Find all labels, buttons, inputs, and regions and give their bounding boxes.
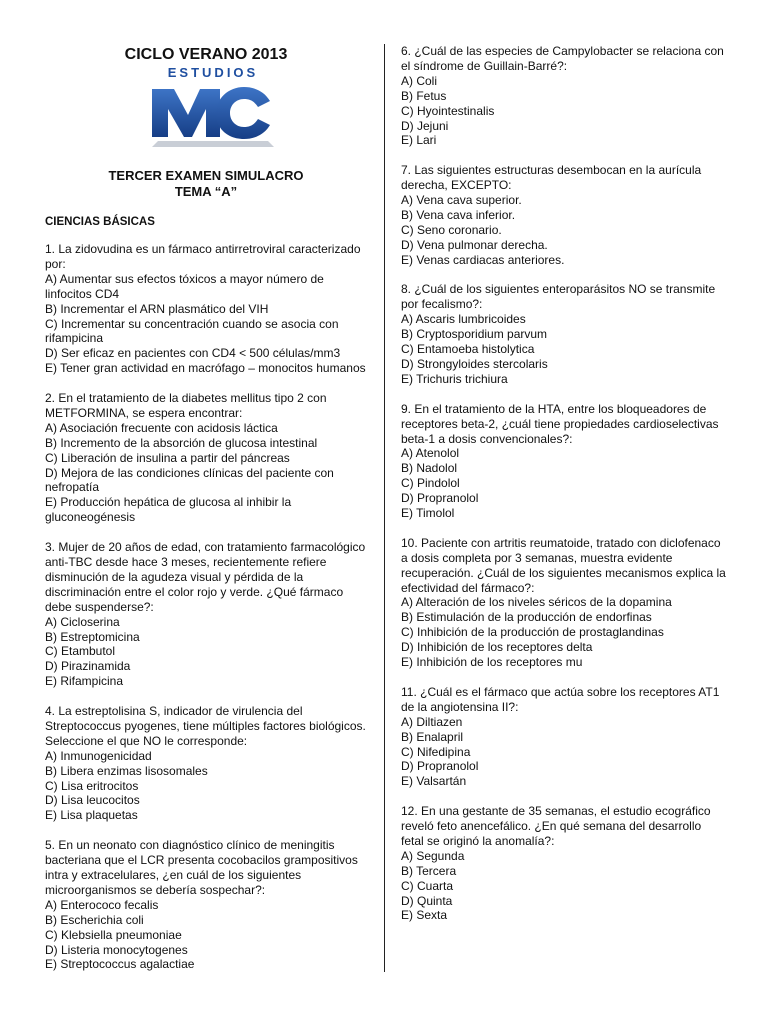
question-stem: 4. La estreptolisina S, indicador de virulencia del Streptococcus pyogenes, tiene múltiples factores biológicos. Seleccione el que NO le corresponde:: [45, 704, 366, 748]
answer-option: B) Vena cava inferior.: [401, 207, 516, 222]
answer-option: C) Cuarta: [401, 878, 454, 893]
answer-option: D) Propranolol: [401, 491, 479, 506]
answer-option: E) Streptococcus agalactiae: [45, 957, 195, 972]
answer-option: E) Rifampicina: [45, 674, 124, 689]
answer-option: E) Producción hepática de glucosa al inhibir la gluconeogénesis: [45, 495, 292, 525]
question-item: [401, 685, 726, 789]
answer-options: [401, 74, 726, 149]
question-item: [401, 402, 726, 521]
answer-options: [401, 446, 726, 521]
question-item: [401, 44, 726, 148]
answer-option: E) Lisa plaquetas: [45, 808, 138, 823]
answer-option: B) Escherichia coli: [45, 912, 144, 927]
answer-option: A) Diltiazen: [401, 714, 463, 729]
question-item: [401, 536, 726, 670]
answer-option: E) Venas cardiacas anteriores.: [401, 252, 565, 267]
question-item: [45, 838, 367, 972]
left-column: [45, 46, 367, 987]
answer-option: A) Coli: [401, 73, 438, 88]
answer-options: [45, 615, 367, 690]
mc-logo-graphic: [148, 79, 278, 151]
question-item: [45, 540, 367, 689]
right-column: [401, 44, 726, 938]
answer-option: E) Valsartán: [401, 774, 467, 789]
answer-options: [401, 849, 726, 924]
answer-option: C) Entamoeba histolytica: [401, 342, 535, 357]
answer-option: C) Klebsiella pneumoniae: [45, 927, 182, 942]
answer-option: D) Lisa leucocitos: [45, 793, 140, 808]
answer-option: E) Sexta: [401, 908, 448, 923]
answer-option: C) Etambutol: [45, 644, 116, 659]
answer-option: E) Trichuris trichiura: [401, 371, 508, 386]
answer-option: B) Estreptomicina: [45, 629, 140, 644]
answer-option: B) Enalapril: [401, 729, 464, 744]
answer-option: B) Tercera: [401, 863, 457, 878]
question-stem: 10. Paciente con artritis reumatoide, tratado con diclofenaco a dosis completa por 3 semanas, muestra evidente recuperación. ¿Cuál de los siguientes mecanismos explica la efectividad del fármaco?:: [401, 535, 726, 595]
question-item: [401, 804, 726, 923]
answer-option: C) Incrementar su concentración cuando se asocia con rifampicina: [45, 316, 339, 346]
question-item: [45, 391, 367, 525]
section-heading: CIENCIAS BÁSICAS: [45, 216, 155, 228]
answer-options: [45, 421, 367, 525]
answer-options: [45, 898, 367, 973]
answer-options: [401, 312, 726, 387]
answer-option: A) Ascaris lumbricoides: [401, 312, 526, 327]
answer-option: C) Hyointestinalis: [401, 103, 495, 118]
answer-option: C) Seno coronario.: [401, 222, 502, 237]
answer-option: E) Lari: [401, 133, 437, 148]
column-divider: [384, 44, 385, 972]
answer-option: A) Alteración de los niveles séricos de la dopamina: [401, 595, 672, 610]
answer-option: E) Inhibición de los receptores mu: [401, 655, 583, 670]
question-item: [401, 163, 726, 267]
question-item: [401, 282, 726, 386]
question-stem: 3. Mujer de 20 años de edad, con tratamiento farmacológico anti-TBC desde hace 3 meses, recientemente refiere disminución de la agudeza visual y pérdida de la discriminación entre el color rojo y verde. ¿Qué fármaco debe suspenderse?:: [45, 540, 366, 614]
answer-option: C) Inhibición de la producción de prostaglandinas: [401, 625, 664, 640]
answer-option: D) Vena pulmonar derecha.: [401, 237, 548, 252]
answer-options: [401, 715, 726, 790]
question-stem: 9. En el tratamiento de la HTA, entre los bloqueadores de receptores beta-2, ¿cuál tiene propiedades cardioselectivas beta-1 a dosis convencionales?:: [401, 401, 719, 446]
question-item: [45, 704, 367, 823]
question-stem: 11. ¿Cuál es el fármaco que actúa sobre los receptores AT1 de la angiotensina II?:: [401, 684, 720, 714]
answer-option: D) Pirazinamida: [45, 659, 131, 674]
answer-option: A) Enterococo fecalis: [45, 897, 159, 912]
answer-option: E) Timolol: [401, 506, 455, 521]
exam-title-line-1: TERCER EXAMEN SIMULACRO: [108, 168, 304, 183]
logo-top-text: ESTUDIOS: [167, 65, 259, 80]
answer-option: A) Aumentar sus efectos tóxicos a mayor número de linfocitos CD4: [45, 271, 324, 301]
question-stem: 6. ¿Cuál de las especies de Campylobacter se relaciona con el síndrome de Guillain-Barré?:: [401, 44, 724, 73]
answer-option: B) Fetus: [401, 88, 447, 103]
question-stem: 7. Las siguientes estructuras desembocan en la aurícula derecha, EXCEPTO:: [401, 163, 702, 193]
answer-options: [45, 272, 367, 376]
answer-option: C) Nifedipina: [401, 744, 471, 759]
answer-option: B) Cryptosporidium parvum: [401, 327, 548, 342]
answer-option: C) Pindolol: [401, 476, 460, 491]
answer-option: D) Inhibición de los receptores delta: [401, 640, 593, 655]
answer-option: C) Lisa eritrocitos: [45, 778, 139, 793]
answer-option: A) Cicloserina: [45, 614, 120, 629]
exam-title-line-2: TEMA “A”: [174, 184, 238, 199]
answer-options: [401, 193, 726, 268]
answer-option: B) Nadolol: [401, 461, 458, 476]
answer-option: A) Inmunogenicidad: [45, 748, 152, 763]
question-stem: 5. En un neonato con diagnóstico clínico de meningitis bacteriana que el LCR presenta cocobacilos grampositivos intra y extracelulares, ¿en cuál de los siguientes microorganismos se debería sospechar?:: [45, 838, 358, 897]
question-stem: 2. En el tratamiento de la diabetes mellitus tipo 2 con METFORMINA, se espera encontrar:: [45, 391, 327, 420]
answer-option: D) Ser eficaz en pacientes con CD4 < 500 células/mm3: [45, 346, 341, 361]
answer-option: D) Strongyloides stercolaris: [401, 357, 548, 371]
answer-option: D) Listeria monocytogenes: [45, 942, 188, 957]
answer-option: C) Liberación de insulina a partir del páncreas: [45, 450, 290, 465]
answer-option: D) Mejora de las condiciones clínicas del paciente con nefropatía: [45, 465, 334, 495]
page-title: CICLO VERANO 2013: [124, 46, 288, 63]
answer-option: B) Libera enzimas lisosomales: [45, 763, 208, 778]
answer-option: A) Segunda: [401, 848, 465, 863]
answer-option: B) Incrementar el ARN plasmático del VIH: [45, 301, 269, 316]
question-stem: 1. La zidovudina es un fármaco antirretroviral caracterizado por:: [45, 242, 361, 271]
estudios-mc-logo: [148, 66, 278, 156]
exam-title: [45, 168, 367, 200]
answer-option: E) Tener gran actividad en macrófago – monocitos humanos: [45, 361, 366, 376]
answer-options: [401, 595, 726, 670]
answer-option: A) Asociación frecuente con acidosis láctica: [45, 420, 278, 435]
answer-option: D) Quinta: [401, 893, 453, 908]
answer-options: [45, 749, 367, 824]
question-stem: 12. En una gestante de 35 semanas, el estudio ecográfico reveló feto anencefálico. ¿En qué semana del desarrollo fetal se originó la anomalía?:: [401, 804, 711, 848]
answer-option: A) Atenolol: [401, 446, 460, 461]
answer-option: B) Estimulación de la producción de endorfinas: [401, 610, 652, 625]
answer-option: D) Jejuni: [401, 118, 449, 133]
answer-option: D) Propranolol: [401, 759, 479, 774]
answer-option: A) Vena cava superior.: [401, 193, 522, 208]
question-stem: 8. ¿Cuál de los siguientes enteroparásitos NO se transmite por fecalismo?:: [401, 282, 716, 312]
question-item: [45, 242, 367, 376]
answer-option: B) Incremento de la absorción de glucosa intestinal: [45, 435, 318, 450]
